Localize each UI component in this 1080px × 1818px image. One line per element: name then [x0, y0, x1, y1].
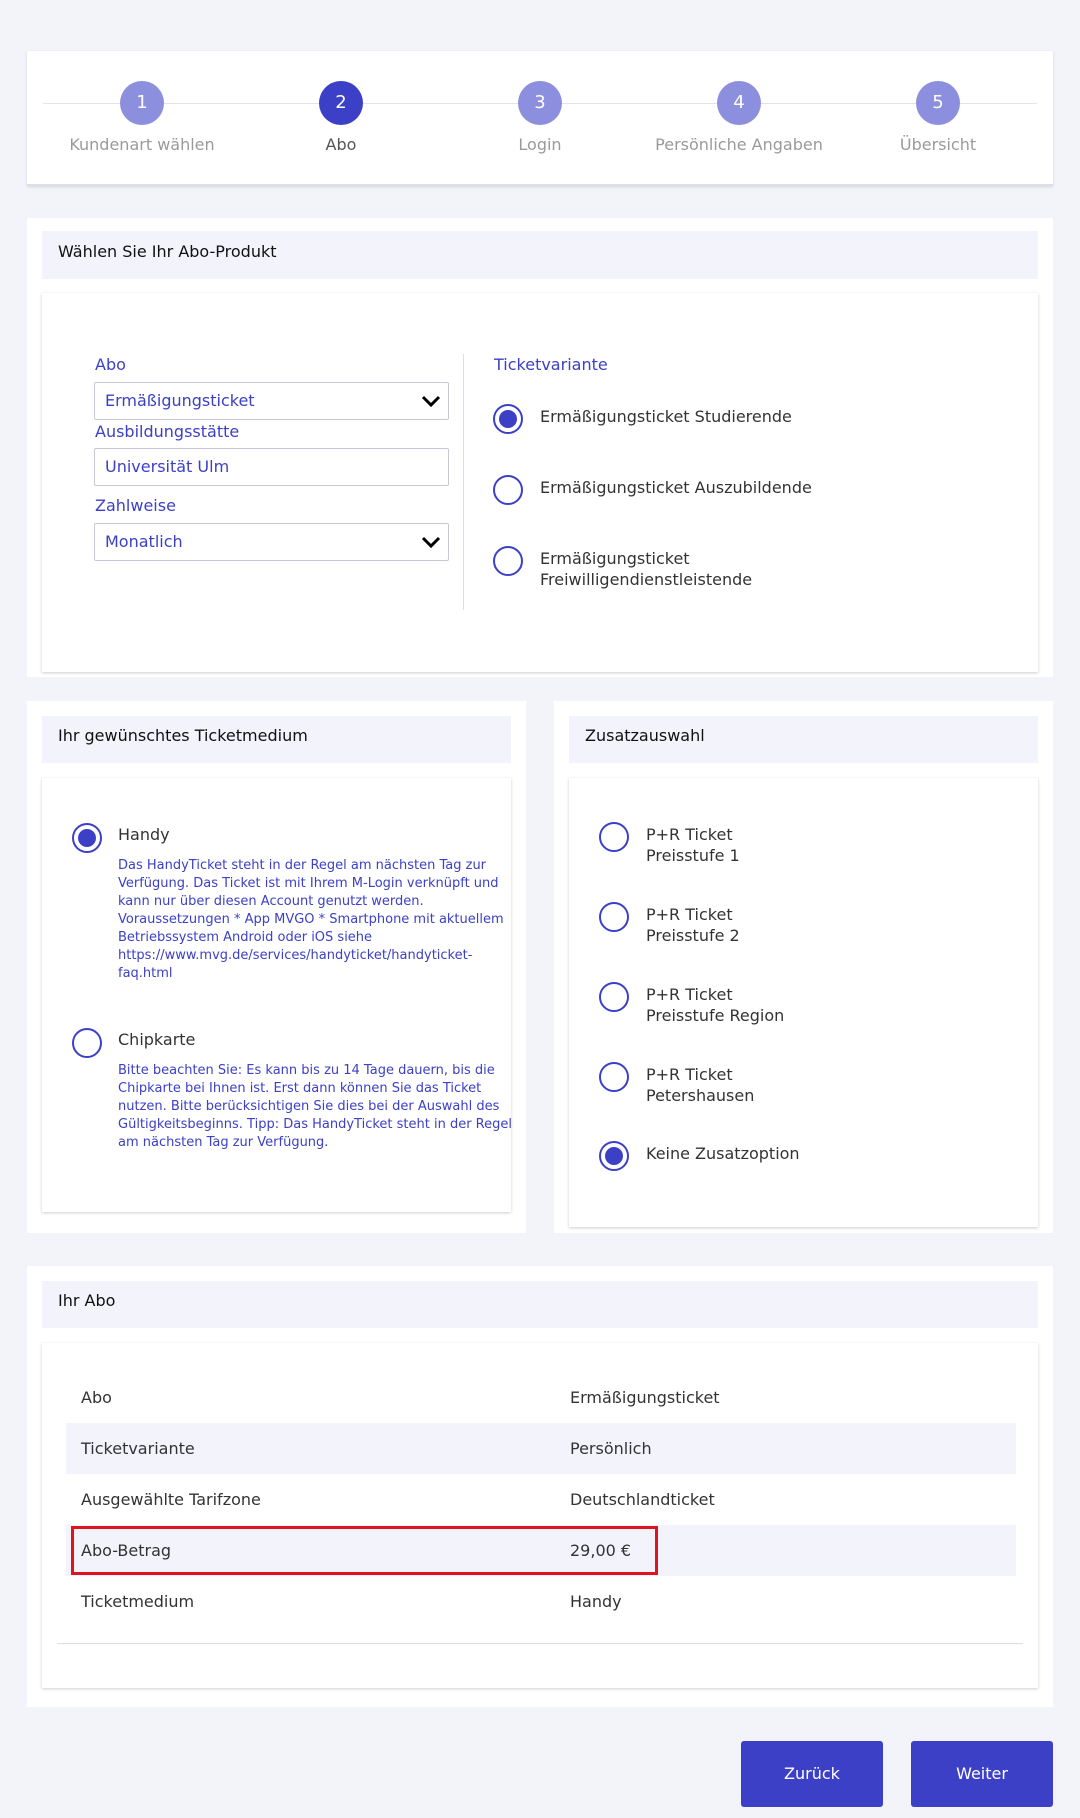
step-number: 1: [120, 81, 164, 125]
medium-desc-chipkarte: [118, 1062, 512, 1152]
zusatz-options-panel: [569, 778, 1038, 1227]
step-number: 2: [319, 81, 363, 125]
step-label: Persönliche Angaben: [655, 135, 823, 154]
ausbildung-label: Ausbildungsstätte: [95, 422, 240, 441]
summary-key: Ticketvariante: [81, 1439, 195, 1458]
zusatz-radio-keine[interactable]: [599, 1141, 629, 1171]
step-label: Login: [518, 135, 562, 154]
zusatz-radio-preisstufe-2[interactable]: [599, 902, 629, 932]
step-2[interactable]: [241, 81, 441, 154]
step-label: Übersicht: [899, 135, 977, 154]
zahlweise-label: Zahlweise: [95, 496, 176, 515]
zusatz-label-line1: P+R Ticket: [646, 985, 733, 1004]
summary-key: Abo-Betrag: [81, 1541, 172, 1560]
zahlweise-select[interactable]: [94, 523, 449, 561]
zusatz-label-line2: Preisstufe 2: [646, 926, 740, 945]
step-4[interactable]: [639, 81, 839, 154]
zusatz-label-preisstufe-2: [646, 904, 740, 946]
desc-line: Chipkarte bei Ihnen ist. Erst dann können Sie das Ticket: [118, 1081, 482, 1096]
zusatz-radio-petershausen[interactable]: [599, 1062, 629, 1092]
chevron-down-icon: [420, 390, 442, 412]
step-label: Kundenart wählen: [69, 135, 215, 154]
summary-divider: [57, 1643, 1023, 1644]
zusatz-label-line2: Preisstufe Region: [646, 1006, 785, 1025]
desc-line: faq.html: [118, 966, 173, 981]
summary-row-tarifzone: [66, 1474, 1016, 1525]
step-5[interactable]: [838, 81, 1038, 154]
zusatz-label-line1: P+R Ticket: [646, 905, 733, 924]
medium-label-chipkarte: Chipkarte: [118, 1030, 196, 1049]
variant-radio-studierende[interactable]: [493, 404, 523, 434]
zusatz-card-header: Zusatzauswahl: [569, 716, 1038, 763]
summary-row-ticketvariante: [66, 1423, 1016, 1474]
step-3[interactable]: [440, 81, 640, 154]
zusatz-label-line2: Preisstufe 1: [646, 846, 740, 865]
next-button[interactable]: Weiter: [911, 1741, 1053, 1807]
zusatz-label-line1: P+R Ticket: [646, 1065, 733, 1084]
zusatz-label-preisstufe-region: [646, 984, 784, 1026]
variant-label-line1: Ermäßigungsticket: [540, 549, 690, 568]
desc-line: Das HandyTicket steht in der Regel am nächsten Tag zur: [118, 858, 487, 873]
desc-line: kann nur über diesen Account genutzt werden.: [118, 894, 424, 909]
summary-row-ticketmedium: [66, 1576, 1016, 1627]
step-number: 4: [717, 81, 761, 125]
variant-label-studierende: Ermäßigungsticket Studierende: [540, 407, 792, 426]
desc-line: Bitte beachten Sie: Es kann bis zu 14 Tage dauern, bis die: [118, 1063, 495, 1078]
summary-key: Ticketmedium: [81, 1592, 195, 1611]
abo-label: Abo: [95, 355, 126, 374]
zusatz-radio-preisstufe-region[interactable]: [599, 982, 629, 1012]
medium-radio-handy[interactable]: [72, 823, 102, 853]
medium-radio-chipkarte[interactable]: [72, 1028, 102, 1058]
back-button[interactable]: Zurück: [741, 1741, 883, 1807]
variant-label-line2: Freiwilligendienstleistende: [540, 570, 753, 589]
ausbildung-input-value: Universität Ulm: [105, 457, 230, 476]
medium-desc-handy: [118, 857, 504, 983]
progress-stepper: [27, 51, 1053, 186]
zusatz-label-preisstufe-1: [646, 824, 740, 866]
step-1[interactable]: [42, 81, 242, 154]
summary-value: Handy: [570, 1592, 622, 1611]
column-divider: [463, 354, 464, 610]
zusatz-label-keine: Keine Zusatzoption: [646, 1144, 800, 1163]
summary-value: Ermäßigungsticket: [570, 1388, 720, 1407]
desc-line: am nächsten Tag zur Verfügung.: [118, 1135, 329, 1150]
summary-row-abo: [66, 1372, 1016, 1423]
abo-select-value: Ermäßigungsticket: [105, 391, 255, 410]
zahlweise-select-value: Monatlich: [105, 532, 183, 551]
variant-label-freiwillige: [540, 548, 752, 590]
desc-line: Voraussetzungen * App MVGO * Smartphone mit aktuellem: [118, 912, 504, 927]
variant-radio-auszubildende[interactable]: [493, 475, 523, 505]
medium-label-handy: Handy: [118, 825, 170, 844]
summary-card-header: Ihr Abo: [42, 1281, 1038, 1328]
desc-line: Gültigkeitsbeginns. Tipp: Das HandyTicket steht in der Regel: [118, 1117, 512, 1132]
chevron-down-icon: [420, 531, 442, 553]
summary-key: Ausgewählte Tarifzone: [81, 1490, 261, 1509]
desc-line: Verfügung. Das Ticket ist mit Ihrem M-Login verknüpft und: [118, 876, 499, 891]
zusatz-label-line2: Petershausen: [646, 1086, 755, 1105]
abo-select[interactable]: [94, 382, 449, 420]
desc-line: Betriebssystem Android oder iOS siehe: [118, 930, 373, 945]
step-label: Abo: [325, 135, 357, 154]
summary-value: Persönlich: [570, 1439, 652, 1458]
zusatz-radio-preisstufe-1[interactable]: [599, 822, 629, 852]
summary-value: 29,00 €: [570, 1541, 632, 1560]
step-number: 3: [518, 81, 562, 125]
zusatz-label-petershausen: [646, 1064, 754, 1106]
variant-label-auszubildende: Ermäßigungsticket Auszubildende: [540, 478, 812, 497]
variant-radio-freiwillige[interactable]: [493, 546, 523, 576]
summary-value: Deutschlandticket: [570, 1490, 715, 1509]
step-number: 5: [916, 81, 960, 125]
summary-key: Abo: [81, 1388, 112, 1407]
desc-line: https://www.mvg.de/services/handyticket/handyticket-: [118, 948, 473, 963]
medium-card-header: Ihr gewünschtes Ticketmedium: [42, 716, 511, 763]
highlight-box: [71, 1526, 658, 1575]
desc-line: nutzen. Bitte berücksichtigen Sie dies bei der Auswahl des: [118, 1099, 500, 1114]
ausbildung-input[interactable]: [94, 448, 449, 486]
zusatz-label-line1: P+R Ticket: [646, 825, 733, 844]
ticketvariante-label: Ticketvariante: [494, 355, 608, 374]
product-card-header: Wählen Sie Ihr Abo-Produkt: [42, 231, 1038, 279]
